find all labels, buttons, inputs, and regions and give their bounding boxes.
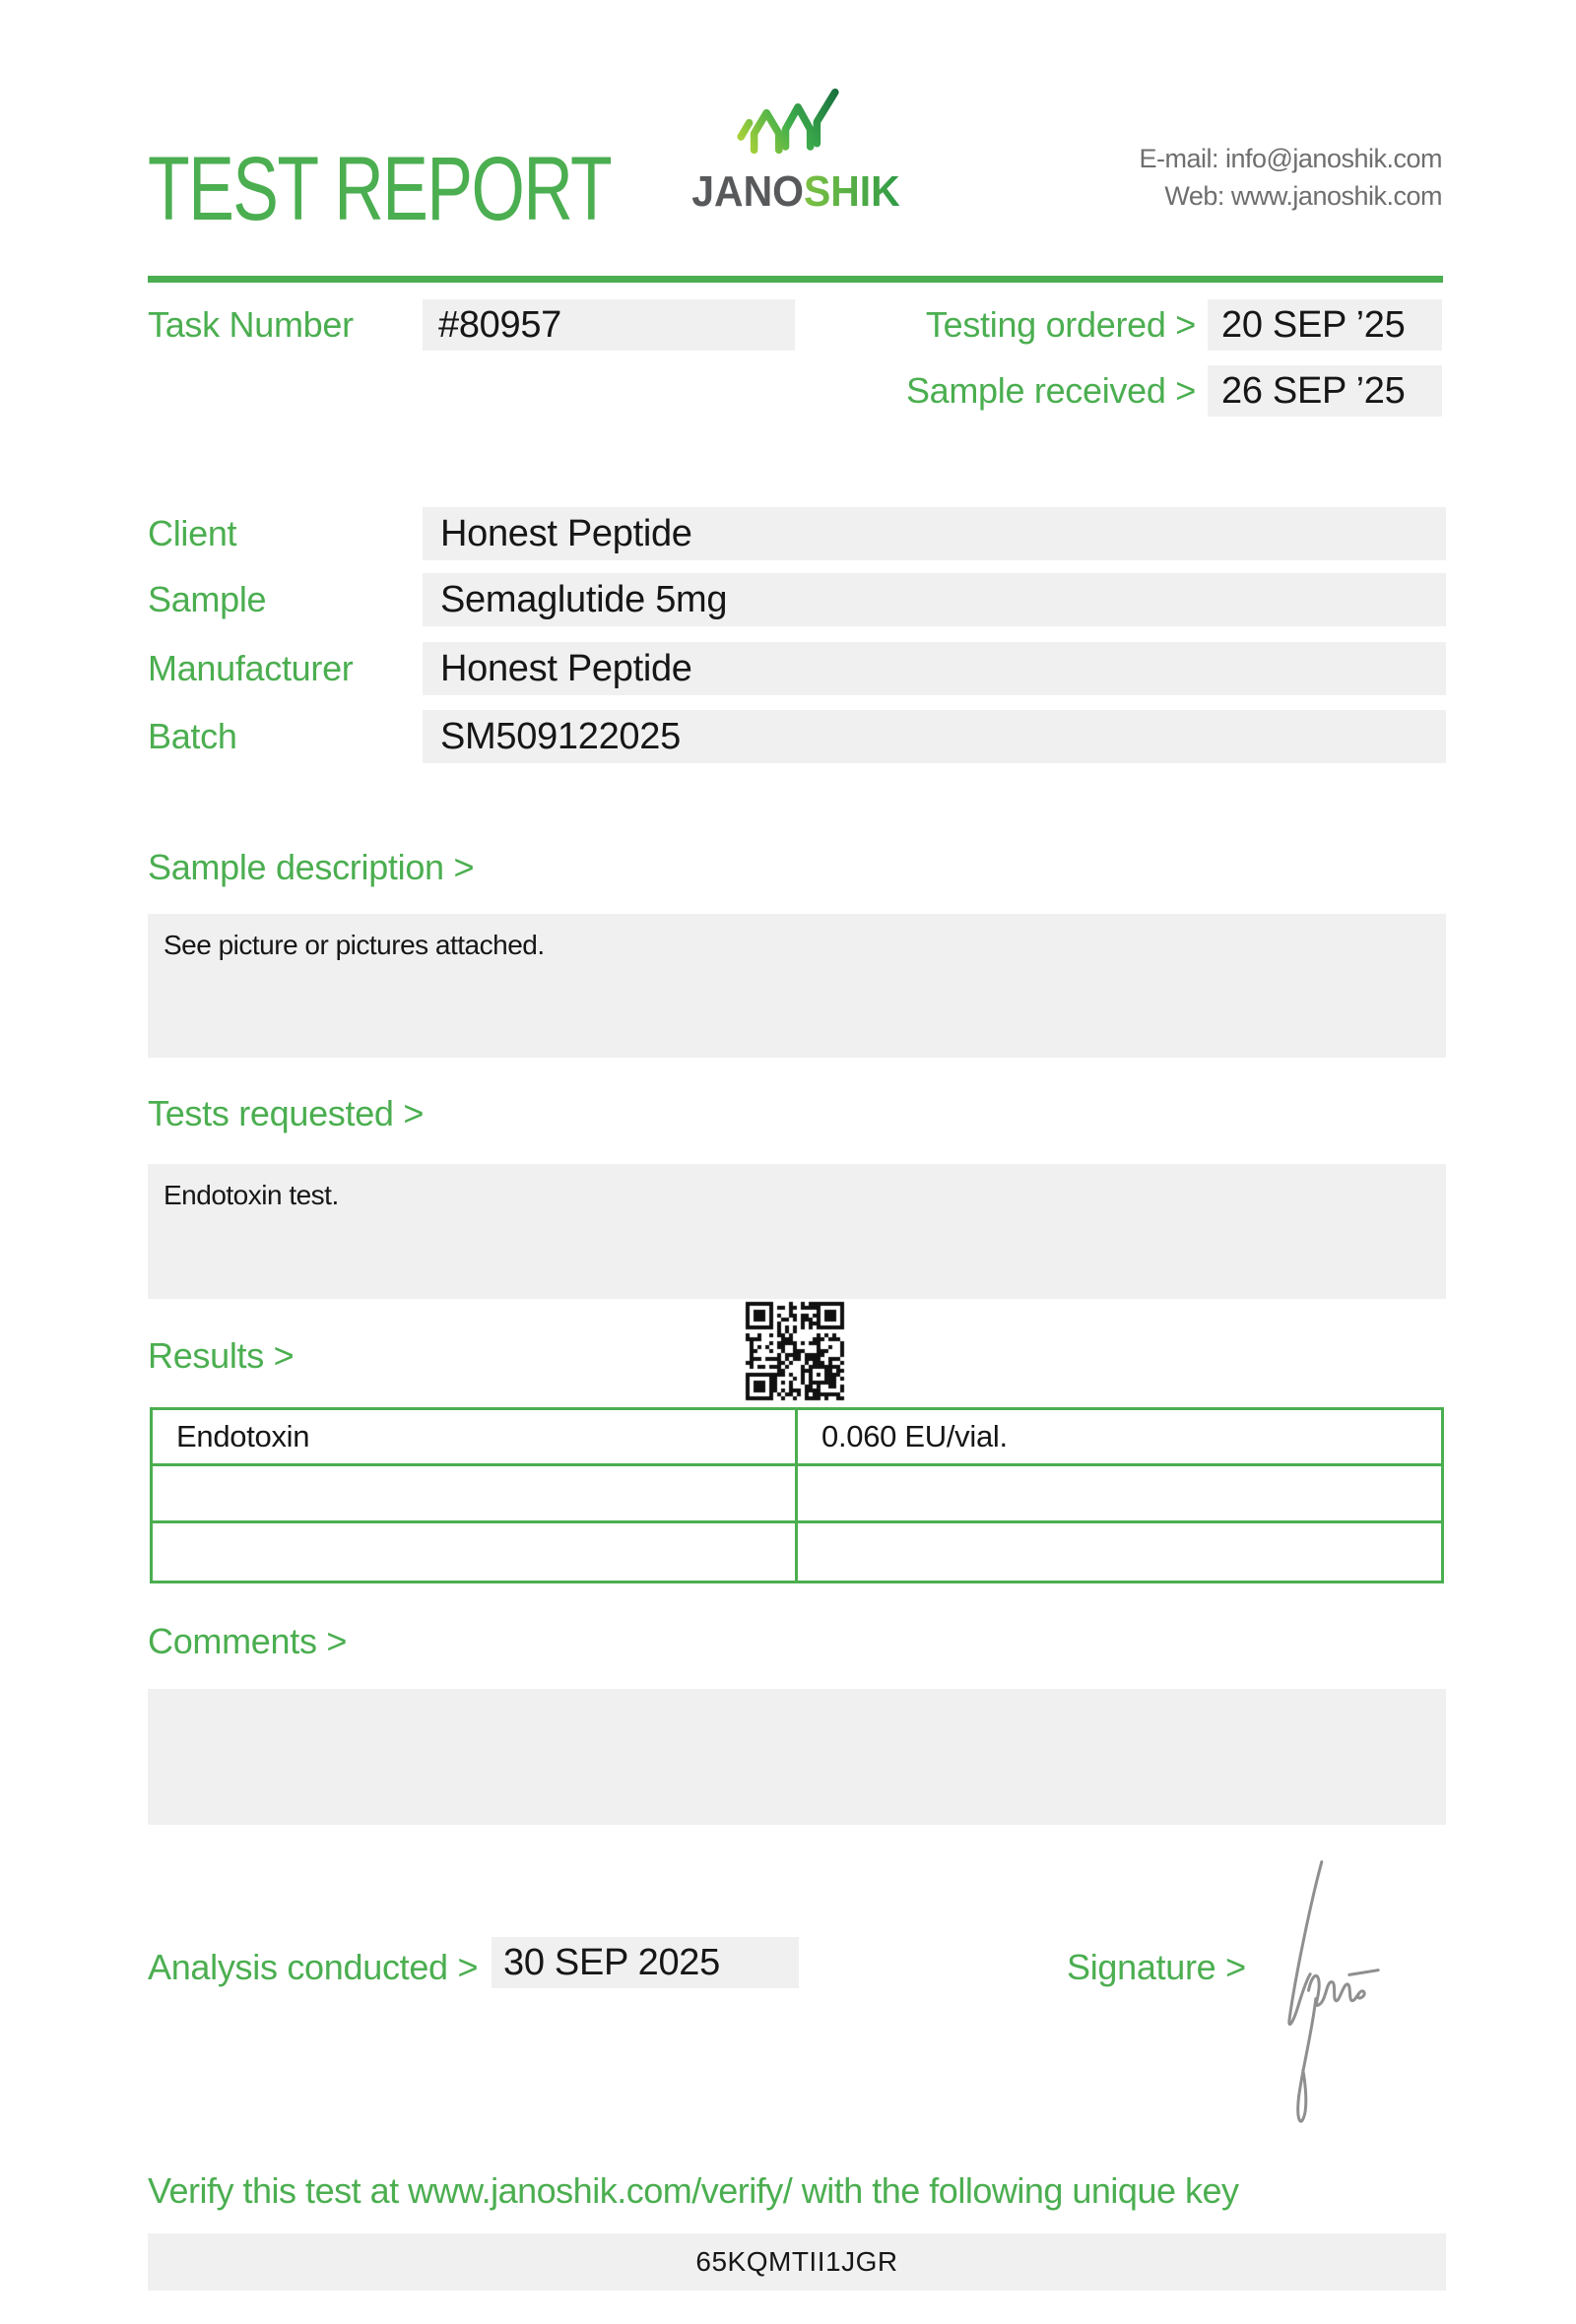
sample-received-label: Sample received > bbox=[905, 370, 1196, 411]
sample-description-box bbox=[148, 914, 1446, 1058]
result-name-cell: Endotoxin bbox=[153, 1410, 798, 1466]
task-number-label: Task Number bbox=[148, 304, 354, 345]
sample-label: Sample bbox=[148, 579, 267, 619]
verify-key-value: 65KQMTII1JGR bbox=[148, 2233, 1446, 2291]
page-title: TEST REPORT bbox=[148, 139, 612, 239]
verify-instruction: Verify this test at www.janoshik.com/verify/ with the following unique key bbox=[148, 2170, 1239, 2211]
signature-image bbox=[1231, 1849, 1478, 2150]
analysis-conducted-label: Analysis conducted > bbox=[148, 1947, 479, 1987]
logo-jano: JANO bbox=[691, 167, 804, 216]
analysis-conducted-value: 30 SEP 2025 bbox=[492, 1937, 799, 1988]
sample-description-text: See picture or pictures attached. bbox=[164, 930, 545, 960]
logo-shik: SHIK bbox=[803, 167, 900, 216]
batch-value: SM509122025 bbox=[423, 710, 1446, 763]
comments-box bbox=[148, 1689, 1446, 1825]
result-value-cell: 0.060 EU/vial. bbox=[798, 1410, 1441, 1466]
result-value-cell bbox=[798, 1523, 1441, 1581]
qr-code-image bbox=[744, 1300, 846, 1402]
testing-ordered-value: 20 SEP ’25 bbox=[1208, 299, 1442, 351]
batch-label: Batch bbox=[148, 716, 237, 756]
tests-requested-text: Endotoxin test. bbox=[164, 1180, 339, 1210]
task-number-value: #80957 bbox=[423, 299, 795, 351]
sample-description-heading: Sample description > bbox=[148, 847, 475, 887]
tests-requested-heading: Tests requested > bbox=[148, 1093, 425, 1133]
results-heading: Results > bbox=[148, 1335, 295, 1376]
testing-ordered-label: Testing ordered > bbox=[925, 304, 1196, 345]
manufacturer-label: Manufacturer bbox=[148, 648, 354, 688]
manufacturer-value: Honest Peptide bbox=[423, 642, 1446, 695]
header-divider bbox=[148, 276, 1443, 283]
email-line: E-mail: info@janoshik.com bbox=[1139, 144, 1442, 173]
sample-value: Semaglutide 5mg bbox=[423, 573, 1446, 626]
web-line: Web: www.janoshik.com bbox=[1164, 181, 1442, 211]
client-value: Honest Peptide bbox=[423, 507, 1446, 560]
signature-label: Signature > bbox=[1067, 1947, 1246, 1987]
client-label: Client bbox=[148, 513, 237, 553]
sample-received-value: 26 SEP ’25 bbox=[1208, 365, 1442, 417]
comments-heading: Comments > bbox=[148, 1621, 348, 1661]
tests-requested-box bbox=[148, 1164, 1446, 1299]
results-table bbox=[150, 1407, 1444, 1583]
result-value-cell bbox=[798, 1466, 1441, 1523]
contact-block bbox=[1139, 140, 1442, 215]
result-name-cell bbox=[153, 1523, 798, 1581]
result-name-cell bbox=[153, 1466, 798, 1523]
logo-wordmark bbox=[686, 167, 905, 217]
growth-chart-icon bbox=[737, 79, 839, 168]
